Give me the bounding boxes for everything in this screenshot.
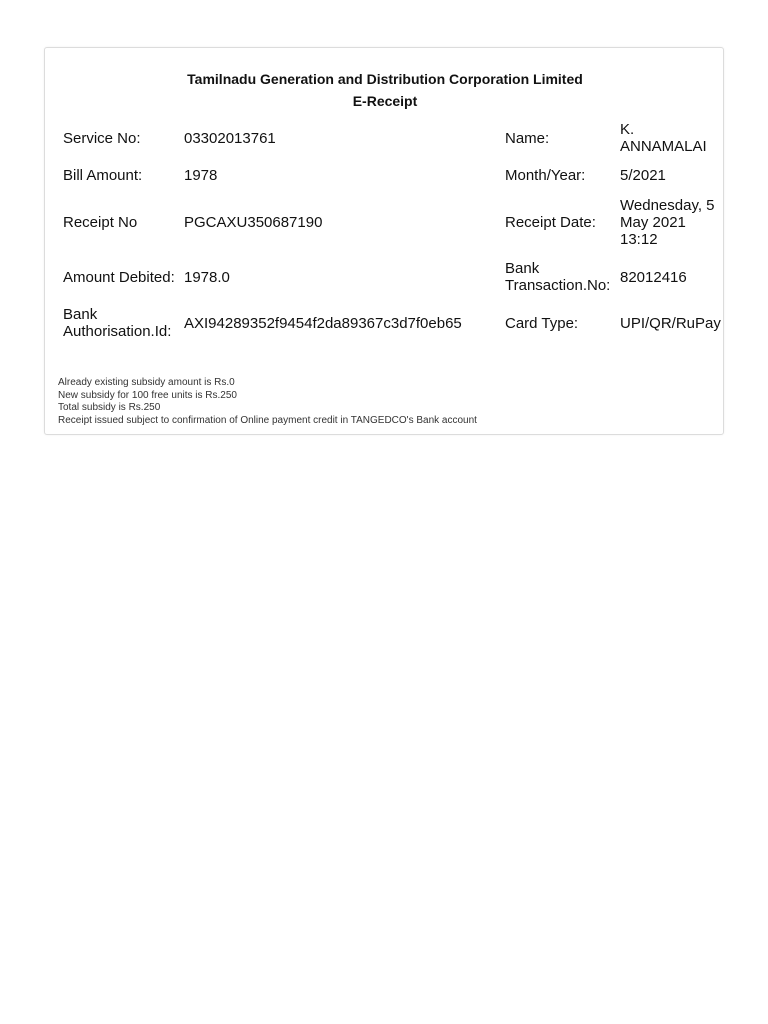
receipt-date-value: Wednesday, 5 May 2021 13:12 <box>620 196 715 248</box>
receipt-title: E-Receipt <box>352 93 418 109</box>
name-label: Name: <box>505 129 550 147</box>
month-year-label: Month/Year: <box>505 166 586 184</box>
receipt-date-label: Receipt Date: <box>505 213 596 231</box>
bank-authorisation-id-value: AXI94289352f9454f2da89367c3d7f0eb65 <box>184 314 462 332</box>
e-receipt-card <box>44 47 724 435</box>
total-subsidy-note: Total subsidy is Rs.250 <box>58 402 161 414</box>
name-value: K. ANNAMALAI <box>620 121 707 155</box>
service-no-label: Service No: <box>63 129 141 147</box>
month-year-value: 5/2021 <box>620 166 666 184</box>
bank-transaction-no-label: Bank Transaction.No: <box>505 260 611 294</box>
payment-confirmation-note: Receipt issued subject to confirmation of Online payment credit in TANGEDCO's Bank account <box>58 415 477 427</box>
subsidy-notes <box>58 377 477 428</box>
bill-amount-label: Bill Amount: <box>63 166 143 184</box>
bank-transaction-no-value: 82012416 <box>620 268 687 286</box>
amount-debited-value: 1978.0 <box>184 268 230 286</box>
card-type-label: Card Type: <box>505 314 579 332</box>
bill-amount-value: 1978 <box>184 166 218 184</box>
receipt-no-label: Receipt No <box>63 213 138 231</box>
organization-name: Tamilnadu Generation and Distribution Corporation Limited <box>187 71 583 87</box>
receipt-no-value: PGCAXU350687190 <box>184 213 323 231</box>
bank-authorisation-id-label: Bank Authorisation.Id: <box>63 306 172 340</box>
amount-debited-label: Amount Debited: <box>63 268 175 286</box>
new-subsidy-note: New subsidy for 100 free units is Rs.250 <box>58 389 237 401</box>
existing-subsidy-note: Already existing subsidy amount is Rs.0 <box>58 377 235 388</box>
service-no-value: 03302013761 <box>184 129 276 147</box>
card-type-value: UPI/QR/RuPay <box>620 314 721 332</box>
